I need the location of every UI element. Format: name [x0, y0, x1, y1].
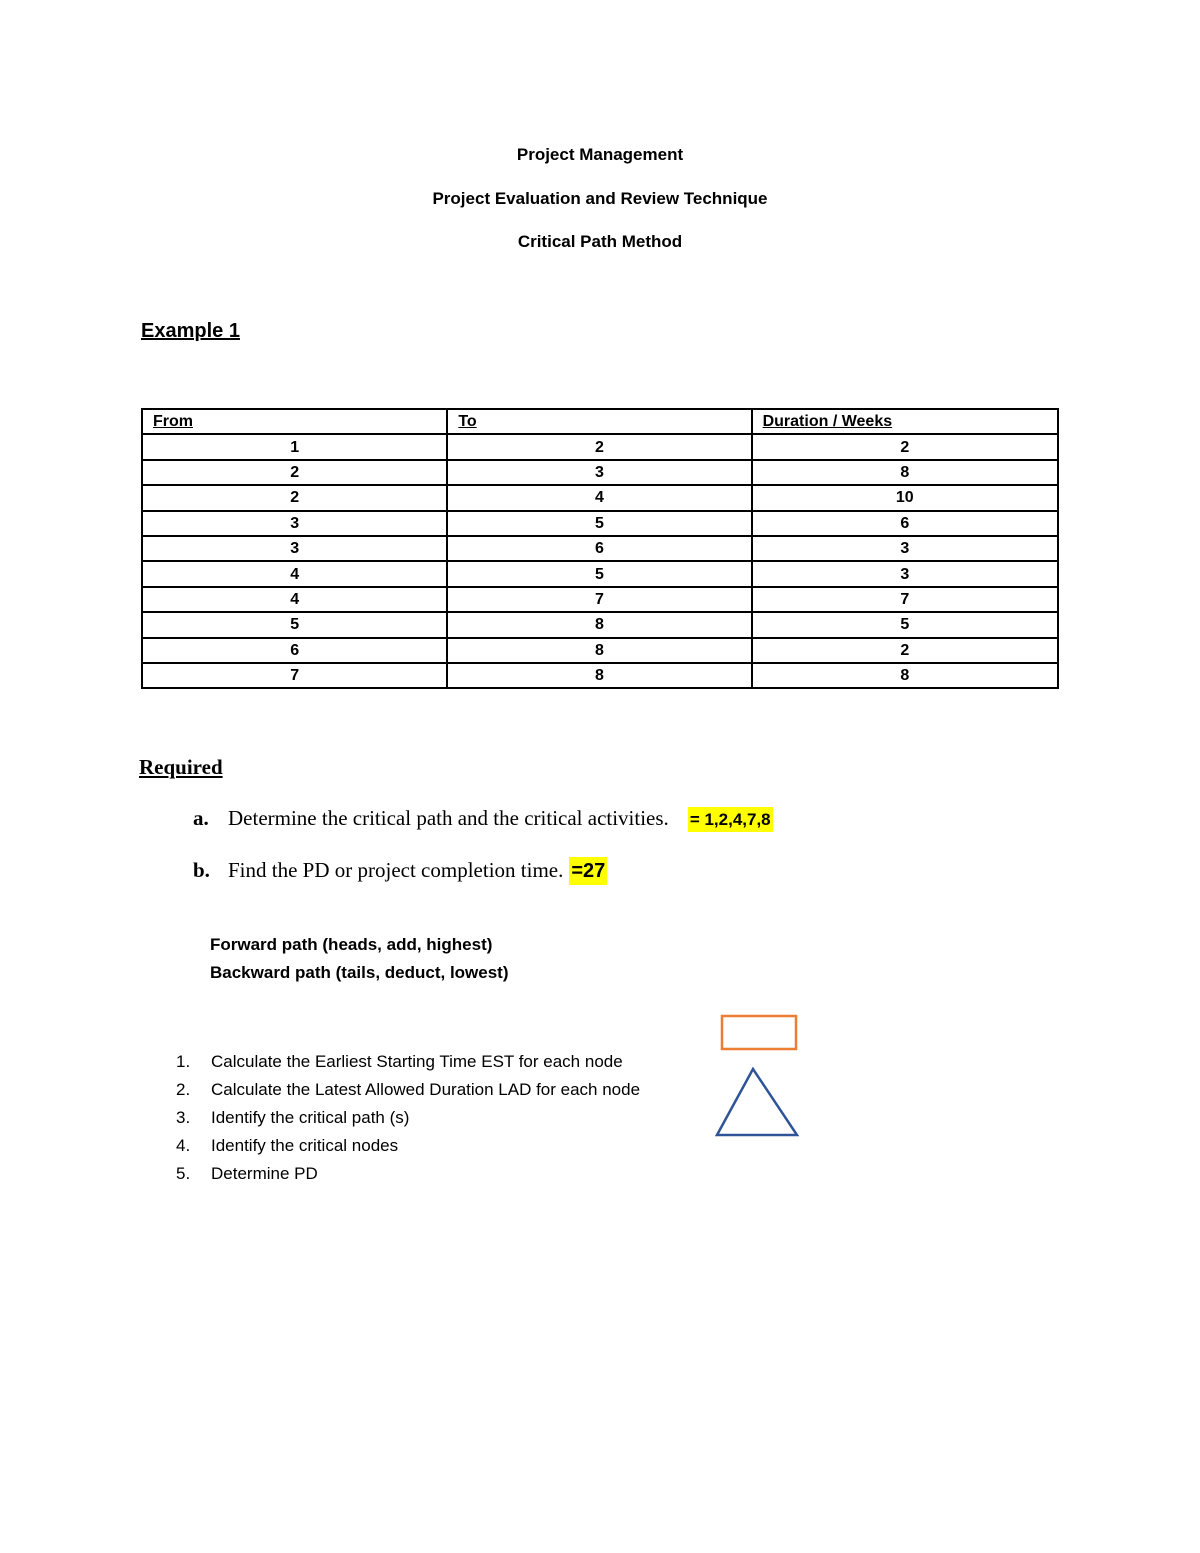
column-header-to: To — [447, 409, 751, 434]
step-item — [176, 1080, 640, 1100]
step-text: Determine PD — [211, 1164, 318, 1183]
page-subtitle: Project Evaluation and Review Technique — [432, 189, 768, 208]
table-row — [142, 663, 1058, 688]
triangle-shape — [717, 1069, 797, 1135]
step-item — [176, 1136, 398, 1156]
table-row — [142, 638, 1058, 663]
legend-shapes — [715, 1010, 810, 1145]
cell-duration: 8 — [752, 460, 1058, 485]
cell-from: 1 — [142, 434, 447, 459]
cell-from: 5 — [142, 612, 447, 637]
cell-duration: 7 — [752, 587, 1058, 612]
item-letter: a. — [193, 806, 209, 830]
cell-to: 6 — [447, 536, 751, 561]
table-header-row — [142, 409, 1058, 434]
table-row — [142, 485, 1058, 510]
cell-duration: 5 — [752, 612, 1058, 637]
table-row — [142, 536, 1058, 561]
rectangle-shape — [722, 1016, 796, 1049]
step-number: 2. — [176, 1080, 191, 1099]
table-row — [142, 587, 1058, 612]
required-heading: Required — [139, 755, 223, 779]
cell-from: 2 — [142, 460, 447, 485]
cell-duration: 10 — [752, 485, 1058, 510]
item-text: Find the PD or project completion time. — [228, 858, 564, 882]
cell-from: 3 — [142, 536, 447, 561]
step-text: Calculate the Earliest Starting Time EST for each node — [211, 1052, 623, 1071]
required-item-a — [193, 806, 773, 831]
example-heading: Example 1 — [141, 320, 240, 342]
step-text: Identify the critical nodes — [211, 1136, 399, 1155]
column-header-from: From — [142, 409, 447, 434]
step-text: Identify the critical path (s) — [211, 1108, 410, 1127]
activity-table — [141, 408, 1059, 689]
table-row — [142, 561, 1058, 586]
cell-to: 7 — [447, 587, 751, 612]
cell-from: 4 — [142, 561, 447, 586]
cell-duration: 8 — [752, 663, 1058, 688]
cell-to: 3 — [447, 460, 751, 485]
step-text: Calculate the Latest Allowed Duration LAD for each node — [211, 1080, 641, 1099]
cell-from: 2 — [142, 485, 447, 510]
step-number: 3. — [176, 1108, 191, 1127]
cell-to: 8 — [447, 638, 751, 663]
cell-from: 6 — [142, 638, 447, 663]
cell-to: 5 — [447, 561, 751, 586]
cell-to: 2 — [447, 434, 751, 459]
column-header-duration: Duration / Weeks — [752, 409, 1058, 434]
item-letter: b. — [193, 858, 210, 882]
method-title: Critical Path Method — [517, 232, 683, 251]
cell-to: 8 — [447, 612, 751, 637]
cell-to: 4 — [447, 485, 751, 510]
cell-duration: 3 — [752, 536, 1058, 561]
forward-path-note: Forward path (heads, add, highest) — [210, 935, 493, 954]
cell-from: 3 — [142, 511, 447, 536]
backward-path-note: Backward path (tails, deduct, lowest) — [210, 963, 509, 982]
table-row — [142, 460, 1058, 485]
cell-duration: 2 — [752, 434, 1058, 459]
required-item-b — [193, 858, 607, 883]
cell-duration: 3 — [752, 561, 1058, 586]
item-text: Determine the critical path and the critical activities. — [228, 806, 669, 830]
answer-highlight: = 1,2,4,7,8 — [688, 807, 773, 832]
step-item — [176, 1164, 318, 1184]
step-item — [176, 1108, 409, 1128]
step-item — [176, 1052, 623, 1072]
answer-highlight: =27 — [569, 857, 607, 885]
table-row — [142, 612, 1058, 637]
step-number: 1. — [176, 1052, 191, 1071]
step-number: 5. — [176, 1164, 191, 1183]
cell-to: 8 — [447, 663, 751, 688]
cell-duration: 6 — [752, 511, 1058, 536]
table-row — [142, 511, 1058, 536]
step-number: 4. — [176, 1136, 191, 1155]
table-row — [142, 434, 1058, 459]
cell-from: 4 — [142, 587, 447, 612]
cell-duration: 2 — [752, 638, 1058, 663]
cell-to: 5 — [447, 511, 751, 536]
cell-from: 7 — [142, 663, 447, 688]
page-title: Project Management — [516, 145, 684, 164]
